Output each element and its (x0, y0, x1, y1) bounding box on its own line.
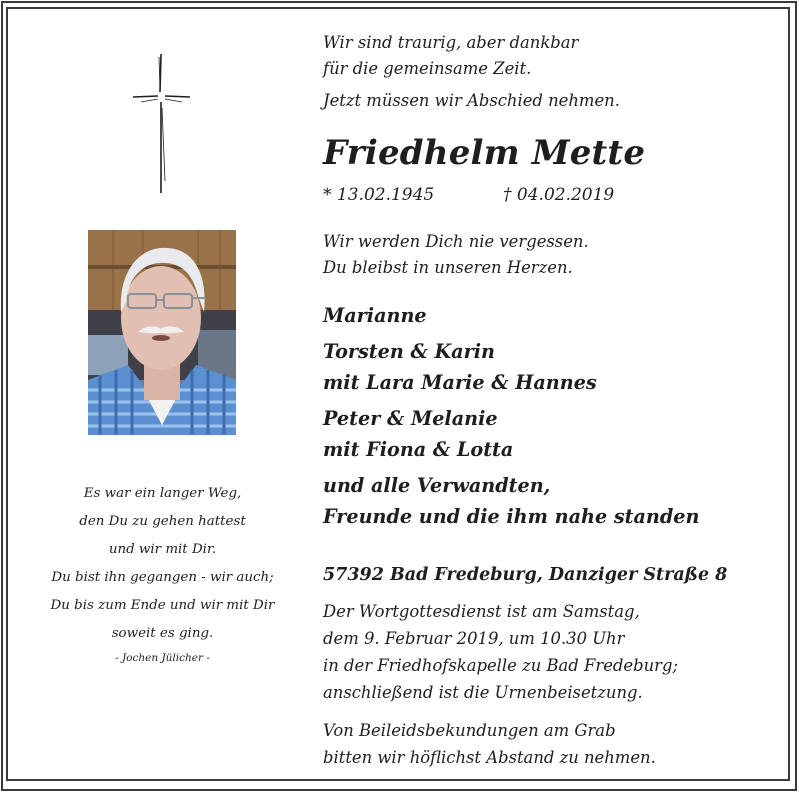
service-line: dem 9. Februar 2019, um 10.30 Uhr (323, 629, 625, 648)
condolence-line: bitten wir höflichst Abstand zu nehmen. (323, 748, 656, 767)
poem-line: Du bis zum Ende und wir mit Dir (50, 598, 275, 613)
poem-line: den Du zu gehen hattest (79, 514, 246, 529)
family-group (323, 470, 699, 532)
death-date: † 04.02.2019 (503, 185, 615, 205)
poem-line: Du bist ihn gegangen - wir auch; (51, 570, 274, 585)
family-group (323, 403, 699, 465)
poem-line: Es war ein langer Weg, (83, 486, 242, 501)
family-group (323, 300, 699, 331)
deceased-name: Friedhelm Mette (323, 133, 646, 173)
intro-line: für die gemeinsame Zeit. (323, 59, 532, 78)
poem-line: soweit es ging. (111, 626, 214, 641)
memory-line: Du bleibst in unseren Herzen. (323, 258, 573, 277)
family-line: Torsten & Karin (323, 340, 495, 363)
poem-author: - Jochen Jülicher - (115, 652, 210, 664)
family-group (323, 336, 699, 398)
service-line: anschließend ist die Urnenbeisetzung. (323, 683, 643, 702)
condolence-note (323, 717, 656, 771)
family-line: Marianne (323, 304, 427, 327)
family-line: Peter & Melanie (323, 407, 498, 430)
family-line: mit Fiona & Lotta (323, 438, 514, 461)
family-line: und alle Verwandten, (323, 474, 551, 497)
family-list (323, 300, 699, 537)
service-info (323, 598, 678, 706)
intro-text (323, 30, 578, 82)
memory-text (323, 229, 589, 281)
condolence-line: Von Beileidsbekundungen am Grab (323, 721, 616, 740)
portrait-photo (88, 230, 236, 435)
family-line: Freunde und die ihm nahe standen (323, 505, 700, 528)
farewell-text: Jetzt müssen wir Abschied nehmen. (323, 91, 620, 110)
cross-icon (128, 50, 194, 196)
intro-line: Wir sind traurig, aber dankbar (323, 33, 579, 52)
service-line: Der Wortgottesdienst ist am Samstag, (323, 602, 640, 621)
poem (20, 480, 305, 648)
poem-line: und wir mit Dir. (108, 542, 217, 557)
birth-date: * 13.02.1945 (323, 185, 435, 205)
address: 57392 Bad Fredeburg, Danziger Straße 8 (323, 565, 728, 585)
service-line: in der Friedhofskapelle zu Bad Fredeburg; (323, 656, 678, 675)
family-line: mit Lara Marie & Hannes (323, 371, 597, 394)
memory-line: Wir werden Dich nie vergessen. (323, 232, 589, 251)
